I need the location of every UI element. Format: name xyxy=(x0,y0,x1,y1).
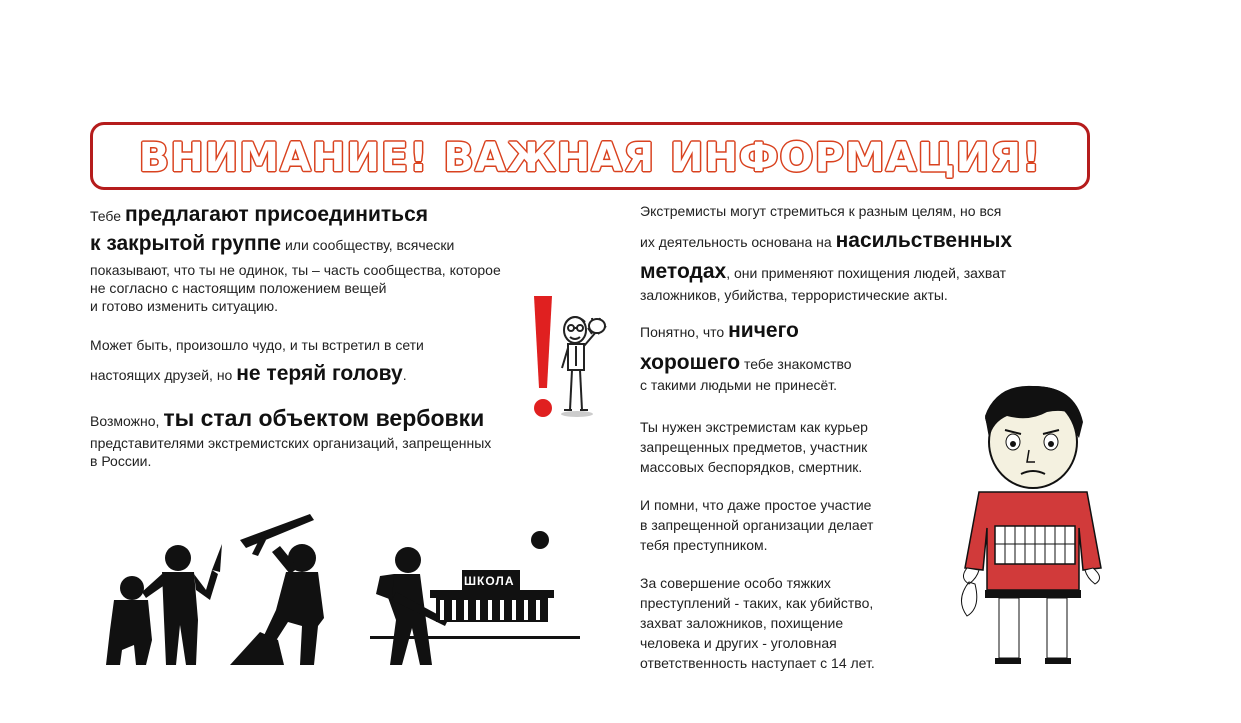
right-paragraph-5-line-1: За совершение особо тяжких xyxy=(640,575,831,591)
text: их деятельность основана на xyxy=(640,234,836,250)
text: или сообществу, всячески xyxy=(281,237,455,253)
text: Понятно, что xyxy=(640,324,729,340)
text: Возможно, xyxy=(90,413,164,429)
warning-banner xyxy=(90,122,1090,190)
left-paragraph-1-line-5: и готово изменить ситуацию. xyxy=(90,298,279,314)
right-paragraph-2-line-2 xyxy=(640,350,852,377)
right-paragraph-3-line-3: массовых беспорядков, смертник. xyxy=(640,459,863,475)
highlight-text: не теряй голову xyxy=(236,362,403,385)
left-paragraph-1-line-3: показывают, что ты не одинок, ты – часть сообщества, которое xyxy=(90,262,501,278)
right-paragraph-4-line-2: в запрещенной организации делает xyxy=(640,517,874,533)
right-paragraph-5-line-4: человека и других - уголовная xyxy=(640,635,837,651)
banner-title: ВНИМАНИЕ! ВАЖНАЯ ИНФОРМАЦИЯ! xyxy=(138,135,1042,181)
right-paragraph-3-line-1: Ты нужен экстремистам как курьер xyxy=(640,419,868,435)
rifle-raiser-silhouette xyxy=(230,514,324,665)
right-paragraph-3-line-2: запрещенных предметов, участник xyxy=(640,439,868,455)
right-paragraph-4-line-3: тебя преступником. xyxy=(640,537,768,553)
ball-silhouette xyxy=(531,531,549,549)
right-paragraph-5-line-3: захват заложников, похищение xyxy=(640,615,844,631)
left-paragraph-1-line-2 xyxy=(90,232,454,257)
text: тебе знакомство xyxy=(740,356,852,372)
knife-attacker-silhouette xyxy=(142,544,222,665)
right-paragraph-5-line-5: ответственность наступает с 14 лет. xyxy=(640,655,875,671)
right-paragraph-2-line-3: с такими людьми не принесёт. xyxy=(640,377,838,393)
left-paragraph-2-line-2 xyxy=(90,361,407,388)
highlight-text: насильственных xyxy=(835,229,1013,252)
shadow-ellipse xyxy=(561,411,593,417)
highlight-text: предлагают присоединиться xyxy=(124,203,429,226)
sad-boy-illustration xyxy=(955,378,1120,668)
highlight-text: ничего xyxy=(728,319,799,342)
text: Тебе xyxy=(90,208,125,224)
right-paragraph-1-line-2 xyxy=(640,228,1012,255)
left-paragraph-1-line-1 xyxy=(90,203,428,228)
exclamation-icon xyxy=(534,296,552,417)
left-paragraph-1-line-4: не согласно с настоящим положением вещей xyxy=(90,280,387,296)
highlight-text: ты стал объектом вербовки xyxy=(163,405,485,431)
left-paragraph-2-line-1: Может быть, произошло чудо, и ты встретил в сети xyxy=(90,337,424,353)
right-paragraph-1-line-4: заложников, убийства, террористические акты. xyxy=(640,287,948,303)
right-paragraph-2-line-1 xyxy=(640,318,799,345)
left-paragraph-3-line-3: в России. xyxy=(90,453,152,469)
highlight-text: методах xyxy=(640,260,727,283)
left-paragraph-3-line-2: представителями экстремистских организаций, запрещенных xyxy=(90,435,492,451)
left-paragraph-3-line-1 xyxy=(90,404,484,435)
right-paragraph-4-line-1: И помни, что даже простое участие xyxy=(640,497,872,513)
text: настоящих друзей, но xyxy=(90,367,237,383)
stickman-figure xyxy=(562,317,606,410)
boy-body xyxy=(961,492,1101,664)
highlight-text: хорошего xyxy=(640,351,741,374)
right-paragraph-5-line-2: преступлений - таких, как убийство, xyxy=(640,595,874,611)
right-paragraph-1-line-1: Экстремисты могут стремиться к разным целям, но вся xyxy=(640,203,1002,219)
exclamation-stickman-illustration xyxy=(522,288,622,423)
text: . xyxy=(402,367,407,383)
right-paragraph-1-line-3 xyxy=(640,259,1006,286)
silhouettes-illustration xyxy=(100,500,600,670)
boy-head xyxy=(985,386,1083,488)
school-sign: ШКОЛА xyxy=(464,574,515,588)
highlight-text: к закрытой группе xyxy=(90,232,282,255)
text: , они применяют похищения людей, захват xyxy=(726,265,1007,281)
